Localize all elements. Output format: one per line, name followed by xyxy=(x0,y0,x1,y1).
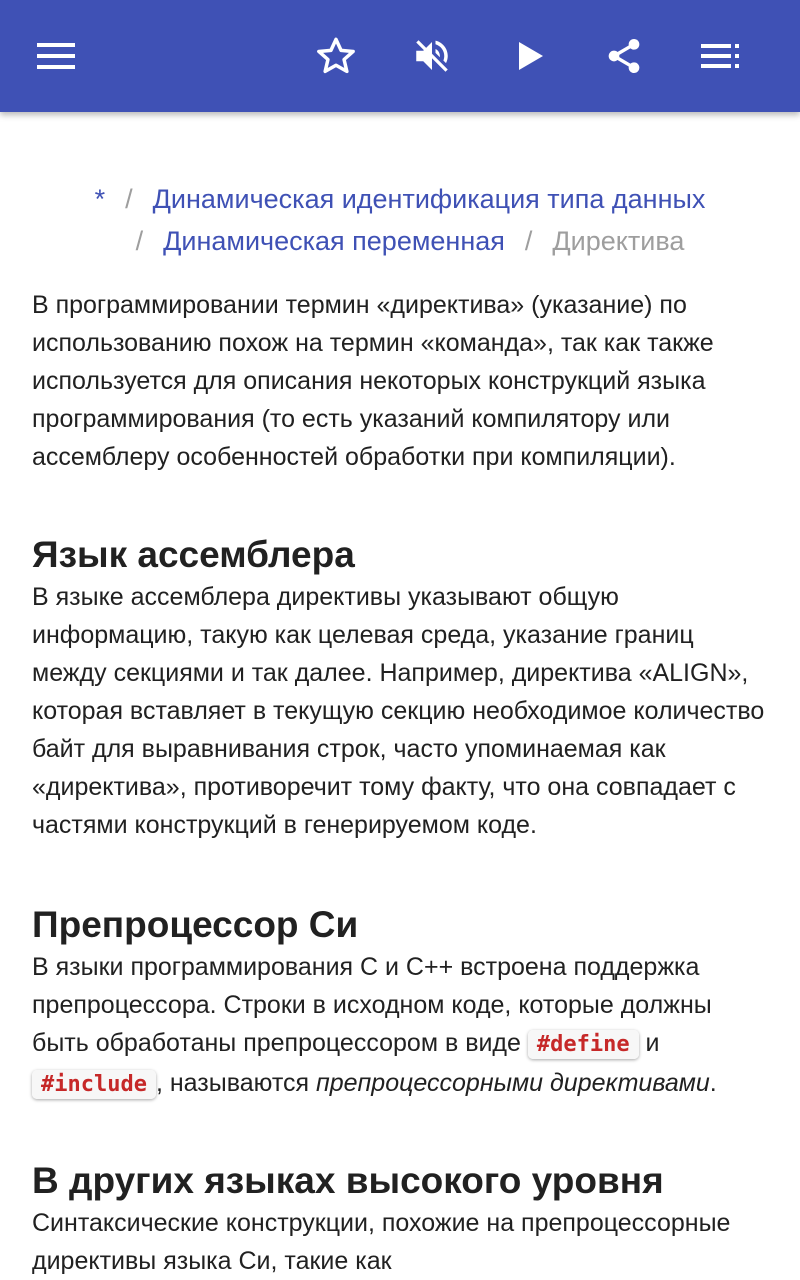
star-outline-icon xyxy=(315,35,357,77)
intro-paragraph: В программировании термин «директива» (указание) по использованию похож на термин «команда», так как также используется для описания некоторых конструкций языка программирования (то есть указаний компилятору или ассемблеру особенностей обработки при компиляции). xyxy=(32,291,714,471)
app-bar xyxy=(0,0,800,112)
menu-button[interactable] xyxy=(28,28,84,84)
breadcrumb-current: Директива xyxy=(552,226,685,256)
play-button[interactable] xyxy=(502,28,558,84)
list-icon xyxy=(701,44,739,68)
toc-button[interactable] xyxy=(692,28,748,84)
text-segment: В языки программирования C и C++ встроена поддержка препроцессора. Строки в исходном коде, которые должны быть обработаны препроцессором в виде xyxy=(32,953,712,1057)
section-heading-other-languages: В других языках высокого уровня xyxy=(32,1160,664,1201)
breadcrumb-separator: / xyxy=(135,226,144,256)
breadcrumb-home[interactable]: * xyxy=(94,184,106,214)
share-icon xyxy=(604,36,644,76)
code-include: #include xyxy=(32,1070,156,1099)
section-heading-assembler: Язык ассемблера xyxy=(32,534,355,575)
text-segment: . xyxy=(709,1069,717,1097)
emphasis-text: препроцессорными директивами xyxy=(315,1069,710,1097)
section-paragraph-preprocessor xyxy=(32,948,768,1104)
menu-icon xyxy=(37,42,75,70)
breadcrumb xyxy=(32,178,768,262)
text-segment: и xyxy=(638,1029,660,1057)
play-icon xyxy=(515,40,545,72)
volume-off-icon xyxy=(411,35,453,77)
breadcrumb-item[interactable]: Динамическая идентификация типа данных xyxy=(152,184,706,214)
breadcrumb-separator: / xyxy=(125,184,133,214)
section-paragraph-assembler: В языке ассемблера директивы указывают общую информацию, такую как целевая среда, указание границ между секциями и так далее. Например, директива «ALIGN», которая вставляет в текущую секцию необходимое количество байт для выравнивания строк, часто упоминаемая как «директива», противоречит тому факту, что она совпадает с частями конструкций в генерируемом коде. xyxy=(32,583,765,839)
mute-button[interactable] xyxy=(404,28,460,84)
section-heading-preprocessor: Препроцессор Си xyxy=(32,904,359,945)
share-button[interactable] xyxy=(596,28,652,84)
favorite-button[interactable] xyxy=(308,28,364,84)
breadcrumb-separator: / xyxy=(524,226,533,256)
code-define: #define xyxy=(528,1030,639,1059)
article-content xyxy=(32,112,768,1280)
breadcrumb-item[interactable]: Динамическая переменная xyxy=(163,226,505,256)
text-segment: , называются xyxy=(155,1069,316,1097)
section-paragraph-other-languages: Синтаксические конструкции, похожие на препроцессорные директивы языка Си, такие как xyxy=(32,1209,731,1275)
